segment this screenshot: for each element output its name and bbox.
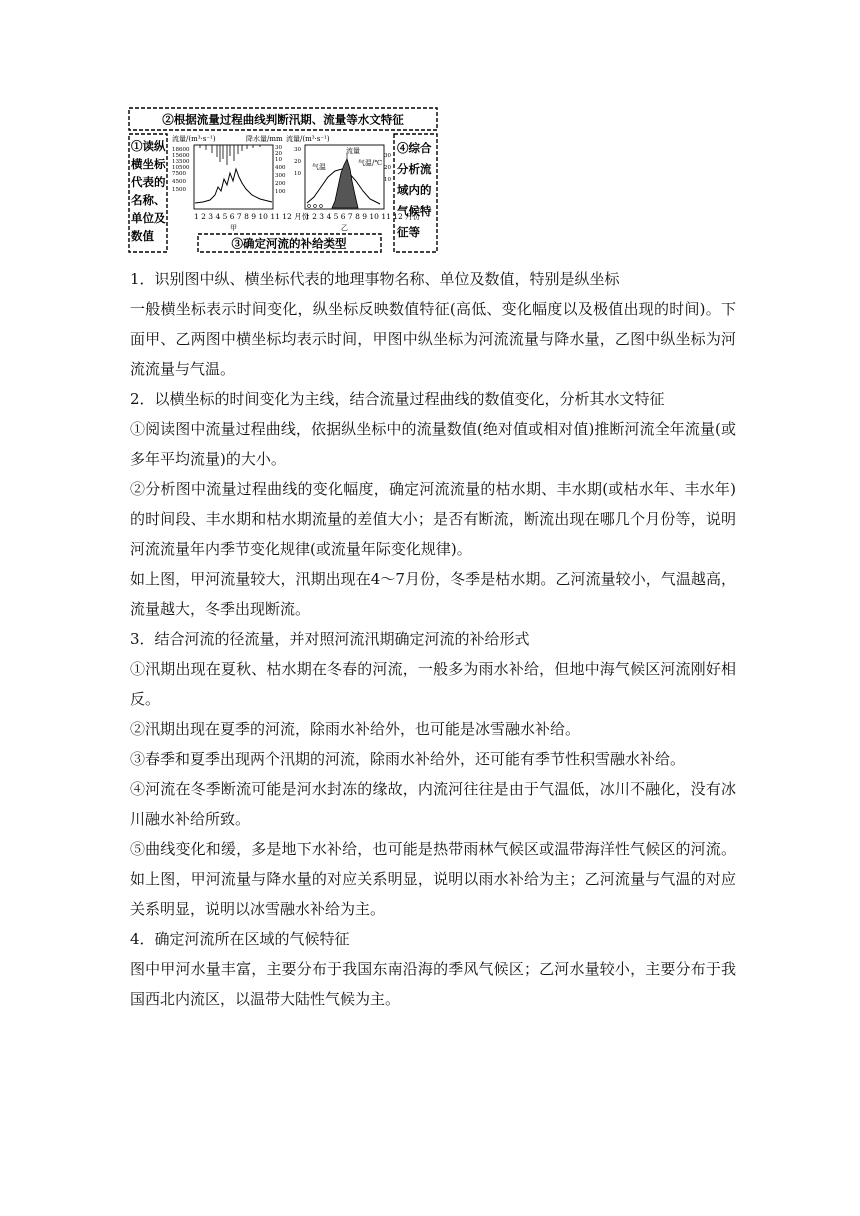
section-heading-3: 3．结合河流的径流量，并对照河流汛期确定河流的补给形式: [130, 630, 530, 648]
paragraph: ④河流在冬季断流可能是河水封冻的缘故，内流河往往是由于气温低，冰川不融化，没有冰川融水补给所致。: [130, 780, 736, 828]
paragraph: ①汛期出现在夏秋、枯水期在冬春的河流，一般多为雨水补给，但地中海气候区河流刚好相反。: [130, 660, 736, 708]
section-heading-1: 1．识别图中纵、横坐标代表的地理事物名称、单位及数值，特别是纵坐标: [130, 270, 620, 288]
section-heading-2: 2．以横坐标的时间变化为主线，结合流量过程曲线的数值变化，分析其水文特征: [130, 390, 665, 408]
chart-b-ytick: 10: [294, 171, 301, 177]
paragraph: ⑤曲线变化和缓，多是地下水补给，也可能是热带雨林气候区或温带海洋性气候区的河流。如上图，甲河流量与降水量的对应关系明显，说明以雨水补给为主；乙河流量与气温的对应关系明显，说明以冰雪融水补给为主。: [130, 840, 736, 918]
paragraph: ①阅读图中流量过程曲线，依据纵坐标中的流量数值(绝对值或相对值)推断河流全年流量(或多年平均流量)的大小。: [130, 420, 736, 468]
chart-b-ttick: 20: [384, 165, 391, 171]
chart-a-precip-label: 降水量/mm: [246, 135, 283, 143]
right-box-line: ④综合: [397, 141, 432, 155]
left-box-line: 名称、: [131, 193, 166, 207]
paragraph: ②汛期出现在夏季的河流，除雨水补给外，也可能是冰雪融水补给。: [130, 720, 581, 738]
chart-a-ytick: 10500: [172, 165, 190, 171]
chart-b-marker: [308, 205, 311, 208]
chart-a-ytick: 15600: [172, 153, 190, 159]
chart-b-flow-inner: 流量: [346, 147, 360, 155]
chart-a: [172, 134, 310, 232]
document-body: [130, 264, 736, 1014]
right-box-line: 征等: [397, 225, 420, 239]
paragraph: ②分析图中流量过程曲线的变化幅度，确定河流流量的枯水期、丰水期(或枯水年、丰水年)的时间段、丰水期和枯水期流量的差值大小；是否有断流，断流出现在哪几个月份等，说明河流流量年内季节变化规律(或流量年际变化规律)。: [130, 480, 736, 558]
chart-b-temp-label: 气温/℃: [358, 159, 383, 167]
chart-b-flow-label: 流量/(m³·s⁻¹): [286, 135, 330, 143]
right-box-text: [396, 141, 432, 239]
chart-b-ytick: 30: [294, 147, 301, 153]
left-box-line: 数值: [131, 229, 154, 243]
paragraph: 一般横坐标表示时间变化，纵坐标反映数值特征(高低、变化幅度以及极值出现的时间)。下面甲、乙两图中横坐标均表示时间，甲图中纵坐标为河流流量与降水量，乙图中纵坐标为河流流量与气温。: [130, 300, 736, 378]
section-heading-4: 4．确定河流所在区域的气候特征: [130, 930, 350, 948]
chart-b-marker: [314, 205, 317, 208]
chart-b-ytick: 20: [294, 159, 301, 165]
right-box-line: 气候特: [397, 204, 432, 218]
paragraph: 如上图，甲河流量较大，汛期出现在4～7月份，冬季是枯水期。乙河流量较小，气温越高，流量越大，冬季出现断流。: [130, 570, 736, 618]
left-box-line: 单位及: [131, 211, 166, 225]
chart-b-temp-inner: 气温: [312, 163, 326, 171]
chart-b-marker: [320, 205, 323, 208]
left-box-line: 代表的: [131, 175, 166, 189]
chart-b-flow-area: [332, 159, 358, 208]
left-box-text: [130, 139, 166, 243]
paragraph: 图中甲河水量丰富，主要分布于我国东南沿海的季风气候区；乙河水量较小，主要分布于我国西北内流区，以温带大陆性气候为主。: [130, 960, 736, 1008]
bottom-box-label: ③确定河流的补给类型: [231, 236, 347, 251]
chart-a-months: 1 2 3 4 5 6 7 8 9 10 11 12 月份: [194, 212, 310, 221]
left-box-line: ①读纵: [131, 139, 166, 153]
chart-a-ytick: 1500: [172, 187, 186, 193]
chart-a-ptick: 30: [275, 145, 282, 151]
chart-a-precip-bars: [200, 145, 260, 165]
chart-a-ptick: 200: [275, 181, 286, 187]
chart-a-ytick: 4500: [172, 179, 186, 185]
chart-b-name: 乙: [341, 224, 348, 232]
chart-a-ytick: 7500: [172, 171, 186, 177]
chart-a-ptick: 400: [275, 165, 286, 171]
hydrograph-figure: [128, 107, 438, 255]
chart-a-ptick: 10: [275, 157, 282, 163]
chart-b-months: 1 2 3 4 5 6 7 8 9 10 11 12 月份: [305, 212, 421, 221]
chart-a-ptick: 300: [275, 173, 286, 179]
chart-a-ptick: 20: [275, 151, 282, 157]
chart-b-ttick: 10: [384, 177, 391, 183]
chart-a-flow-label: 流量/(m³·s⁻¹): [172, 135, 216, 143]
left-box-line: 横坐标: [131, 157, 166, 171]
figure-title: ②根据流量过程曲线判断汛期、流量等水文特征: [162, 112, 404, 127]
chart-a-name: 甲: [230, 224, 237, 232]
chart-a-flow-curve: [195, 169, 272, 203]
chart-b-ttick: 30: [384, 153, 391, 159]
figure-svg: [128, 107, 438, 255]
chart-a-ytick: 13500: [172, 159, 190, 165]
chart-a-ytick: 18600: [172, 147, 190, 153]
chart-a-ptick: 100: [275, 189, 286, 195]
right-box-line: 域内的: [397, 183, 432, 197]
paragraph: ③春季和夏季出现两个汛期的河流，除雨水补给外，还可能有季节性积雪融水补给。: [130, 750, 686, 768]
right-box-line: 分析流: [397, 162, 432, 176]
